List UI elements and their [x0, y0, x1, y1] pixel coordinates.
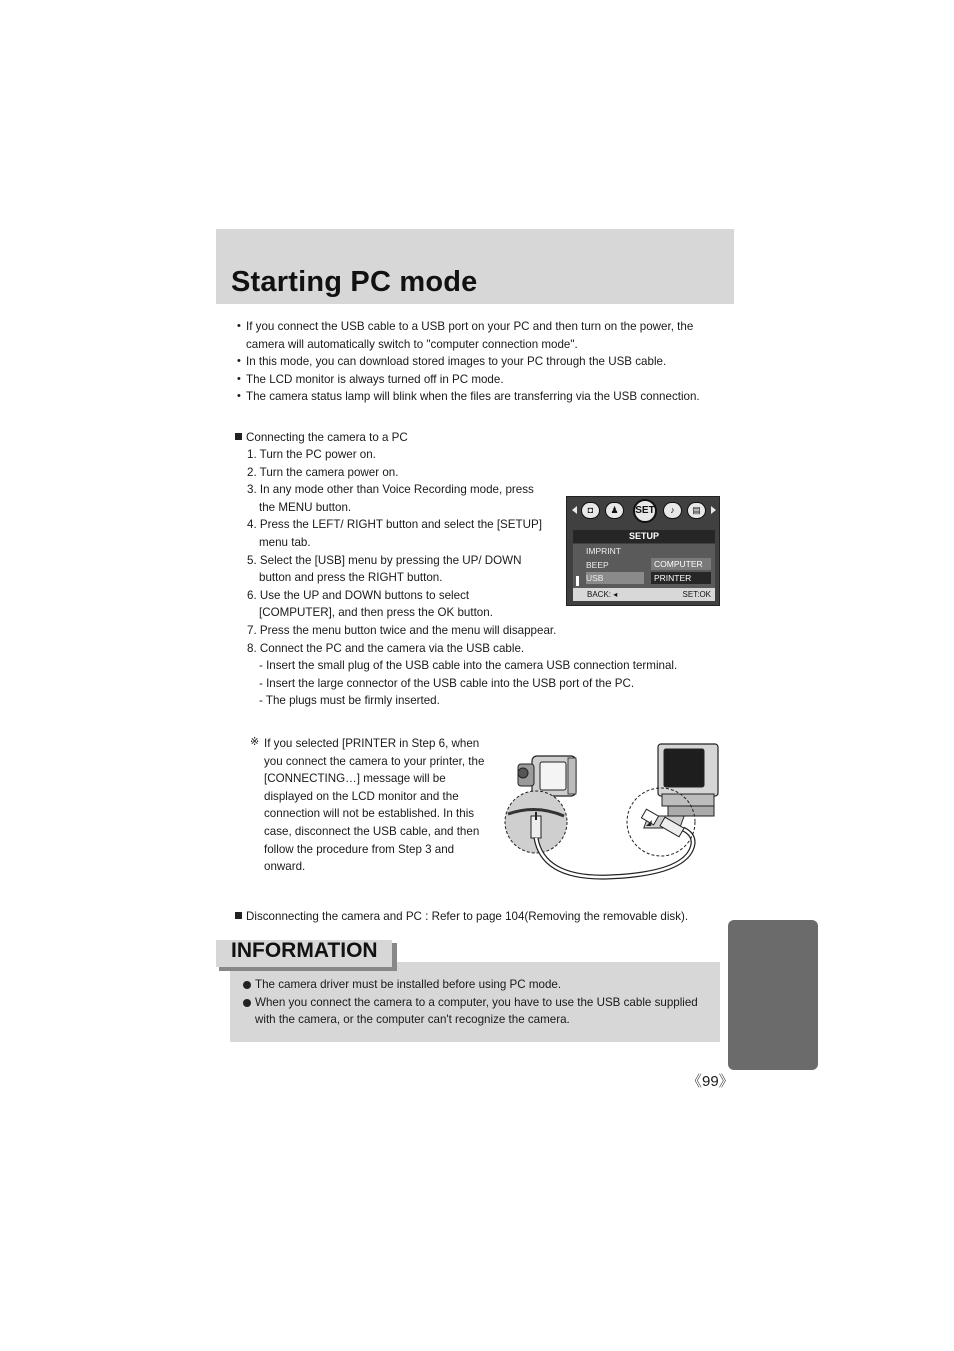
usb-connection-illustration	[498, 734, 723, 884]
step-item: 3. In any mode other than Voice Recording mode, press the MENU button.	[247, 483, 534, 514]
note-text: If you selected [PRINTER in Step 6, when you connect the camera to your printer, the [CONNECTING…] message will be displayed on the LCD monitor and the connection will not be established. In this case, disconnect the USB cable, and then follow the procedure from Step 3 and onward.	[264, 737, 485, 874]
step-item: 5. Select the [USB] menu by pressing the UP/ DOWN button and press the RIGHT button.	[247, 553, 522, 585]
step-item: 4. Press the LEFT/ RIGHT button and select the [SETUP] menu tab.	[247, 518, 542, 549]
option-computer: COMPUTER	[651, 558, 711, 570]
menu-footer	[573, 588, 715, 601]
left-arrow-icon	[572, 506, 577, 514]
intro-bullet-list	[237, 318, 716, 406]
connecting-heading: Connecting the camera to a PC	[235, 429, 408, 447]
print-icon: ▤	[687, 502, 706, 519]
step-item: 1. Turn the PC power on.	[247, 448, 376, 461]
information-title: INFORMATION	[231, 939, 378, 962]
note-mark-icon: ※	[250, 736, 260, 748]
option-printer: PRINTER	[651, 572, 711, 584]
sound-icon: ♪	[663, 502, 682, 519]
square-bullet-icon	[235, 433, 242, 440]
footer-set: SET:OK	[682, 590, 711, 599]
list-item: When you connect the camera to a computer, you have to use the USB cable supplied with the camera, or the computer can't recognize the camera.	[243, 994, 713, 1029]
sub-item: - Insert the large connector of the USB cable into the USB port of the PC.	[259, 676, 635, 690]
step-item: 7. Press the menu button twice and the menu will disappear.	[247, 623, 557, 637]
footer-back: BACK: ◂	[587, 590, 618, 599]
list-item: • In this mode, you can download stored images to your PC through the USB cable.	[246, 353, 716, 371]
disconnect-note: Disconnecting the camera and PC : Refer to page 104(Removing the removable disk).	[235, 908, 688, 926]
bullet-icon	[243, 999, 251, 1007]
setup-menu-screen	[566, 496, 720, 606]
sub-item: - The plugs must be firmly inserted.	[259, 694, 440, 708]
list-item: • If you connect the USB cable to a USB port on your PC and then turn on the power, the camera will automatically switch to "computer connection mode".	[237, 320, 694, 351]
camera-mode-icon: ◘	[581, 502, 600, 519]
menu-body	[573, 544, 715, 588]
menu-item-imprint: IMPRINT	[586, 546, 621, 556]
menu-item-beep: BEEP	[586, 560, 609, 570]
step-item: 2. Turn the camera power on.	[247, 465, 399, 479]
menu-item-usb: USB	[586, 572, 644, 584]
bullet-icon: •	[237, 320, 241, 332]
bullet-icon: •	[237, 372, 241, 385]
list-item: • The LCD monitor is always turned off in PC mode.	[246, 371, 716, 389]
bullet-icon: •	[237, 355, 241, 368]
setup-icon: SET	[633, 499, 657, 523]
side-chapter-tab	[728, 920, 818, 1070]
information-list	[243, 976, 713, 1029]
menu-title: SETUP	[573, 530, 715, 543]
list-item: • The camera status lamp will blink when the files are transferring via the USB connection.	[246, 388, 716, 406]
camera-illustration	[518, 756, 576, 796]
bullet-icon: •	[237, 390, 241, 403]
right-arrow-icon	[711, 506, 716, 514]
bullet-icon	[243, 981, 251, 989]
step-item: 6. Use the UP and DOWN buttons to select [COMPUTER], and then press the OK button.	[247, 588, 493, 620]
page-number: 《99》	[687, 1073, 734, 1090]
person-icon: ♟	[605, 502, 624, 519]
square-bullet-icon	[235, 912, 242, 919]
list-item: The camera driver must be installed before using PC mode.	[243, 976, 713, 994]
sub-item: - Insert the small plug of the USB cable into the camera USB connection terminal.	[259, 659, 678, 673]
step-item: 8. Connect the PC and the camera via the USB cable.	[247, 641, 525, 655]
page-title: Starting PC mode	[231, 266, 478, 298]
menu-scrollbar	[576, 576, 579, 586]
menu-tabs	[571, 499, 717, 525]
